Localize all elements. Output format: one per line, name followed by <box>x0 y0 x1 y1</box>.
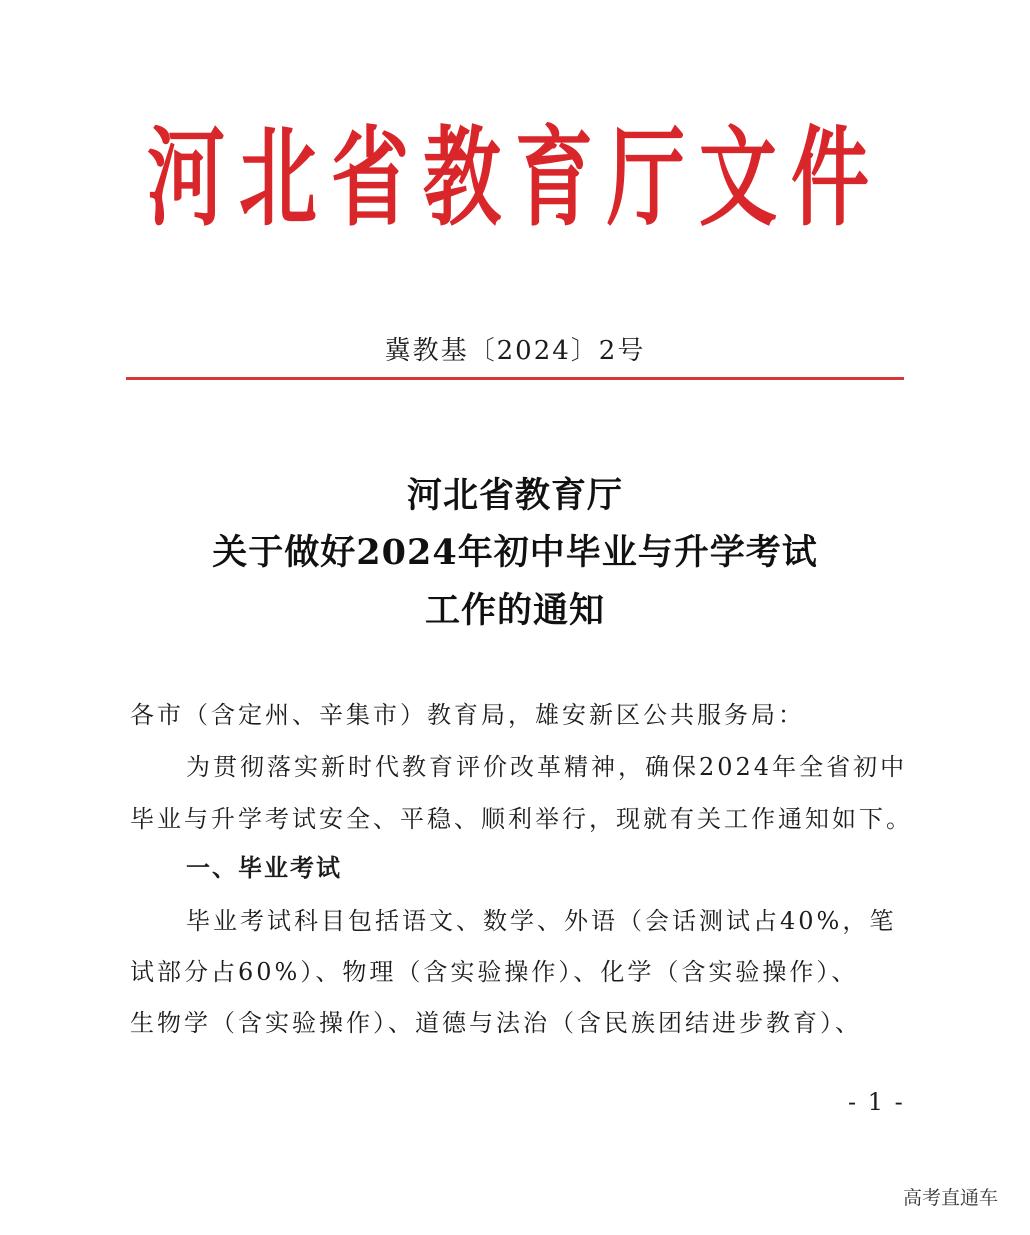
watermark-label: 高考直通车 <box>902 1187 998 1209</box>
paragraph-2-line-2: 试部分占60%）、物理（含实验操作）、化学（含实验操作）、 <box>130 958 859 986</box>
salutation: 各市（含定州、辛集市）教育局，雄安新区公共服务局： <box>130 701 805 729</box>
paragraph-2-line-3: 生物学（含实验操作）、道德与法治（含民族团结进步教育）、 <box>130 1009 862 1037</box>
title-line-3: 工作的通知 <box>424 590 605 631</box>
document-number: 冀教基〔2024〕2号 <box>384 336 646 366</box>
page-number: - 1 - <box>848 1088 905 1116</box>
paragraph-1-line-2: 毕业与升学考试安全、平稳、顺利举行，现就有关工作通知如下。 <box>130 805 913 833</box>
section-1-heading: 一、毕业考试 <box>186 853 342 882</box>
paragraph-1-line-1: 为贯彻落实新时代教育评价改革精神，确保2024年全省初中 <box>186 753 908 781</box>
red-divider-line <box>126 377 904 380</box>
title-line-2: 关于做好2024年初中毕业与升学考试 <box>212 532 818 573</box>
paragraph-2-line-1: 毕业考试科目包括语文、数学、外语（会话测试占40%，笔 <box>186 907 897 935</box>
title-line-1: 河北省教育厅 <box>406 475 623 516</box>
red-header-title: 河北省教育厅文件 <box>146 115 883 242</box>
